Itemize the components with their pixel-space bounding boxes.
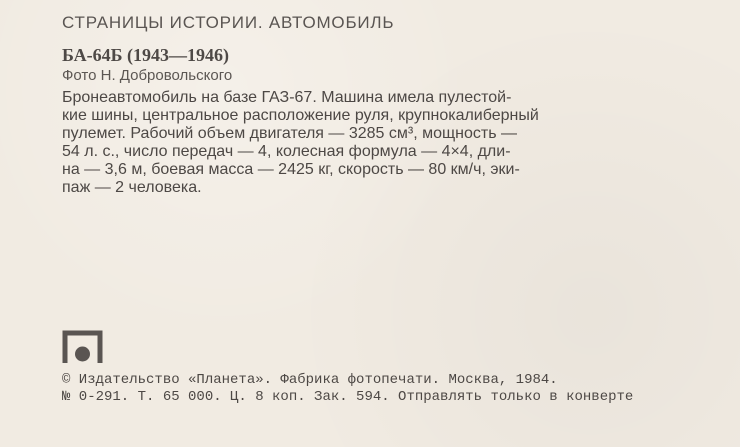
model-title: БА-64Б (1943—1946) <box>62 45 230 65</box>
imprint-line: © Издательство «Планета». Фабрика фотопечати. Москва, 1984. <box>62 372 558 388</box>
imprint-line: № 0-291. Т. 65 000. Ц. 8 коп. Зак. 594. Отправлять только в конверте <box>62 389 634 405</box>
description-line: на — 3,6 м, боевая масса — 2425 кг, скорость — 80 км/ч, эки- <box>62 161 520 178</box>
description-line: Бронеавтомобиль на базе ГАЗ-67. Машина имела пулестой- <box>62 89 512 106</box>
series-title: СТРАНИЦЫ ИСТОРИИ. АВТОМОБИЛЬ <box>62 13 395 32</box>
imprint <box>62 372 702 406</box>
description-line: паж — 2 человека. <box>62 179 202 196</box>
description-line: кие шины, центральное расположение руля, крупнокалиберный <box>62 107 539 124</box>
photo-credit: Фото Н. Добровольского <box>62 67 233 84</box>
description-line: пулемет. Рабочий объем двигателя — 3285 см³, мощность — <box>62 125 518 142</box>
description-line: 54 л. с., число передач — 4, колесная формула — 4×4, дли- <box>62 143 511 160</box>
description <box>62 89 682 197</box>
publisher-p-icon <box>62 330 103 366</box>
